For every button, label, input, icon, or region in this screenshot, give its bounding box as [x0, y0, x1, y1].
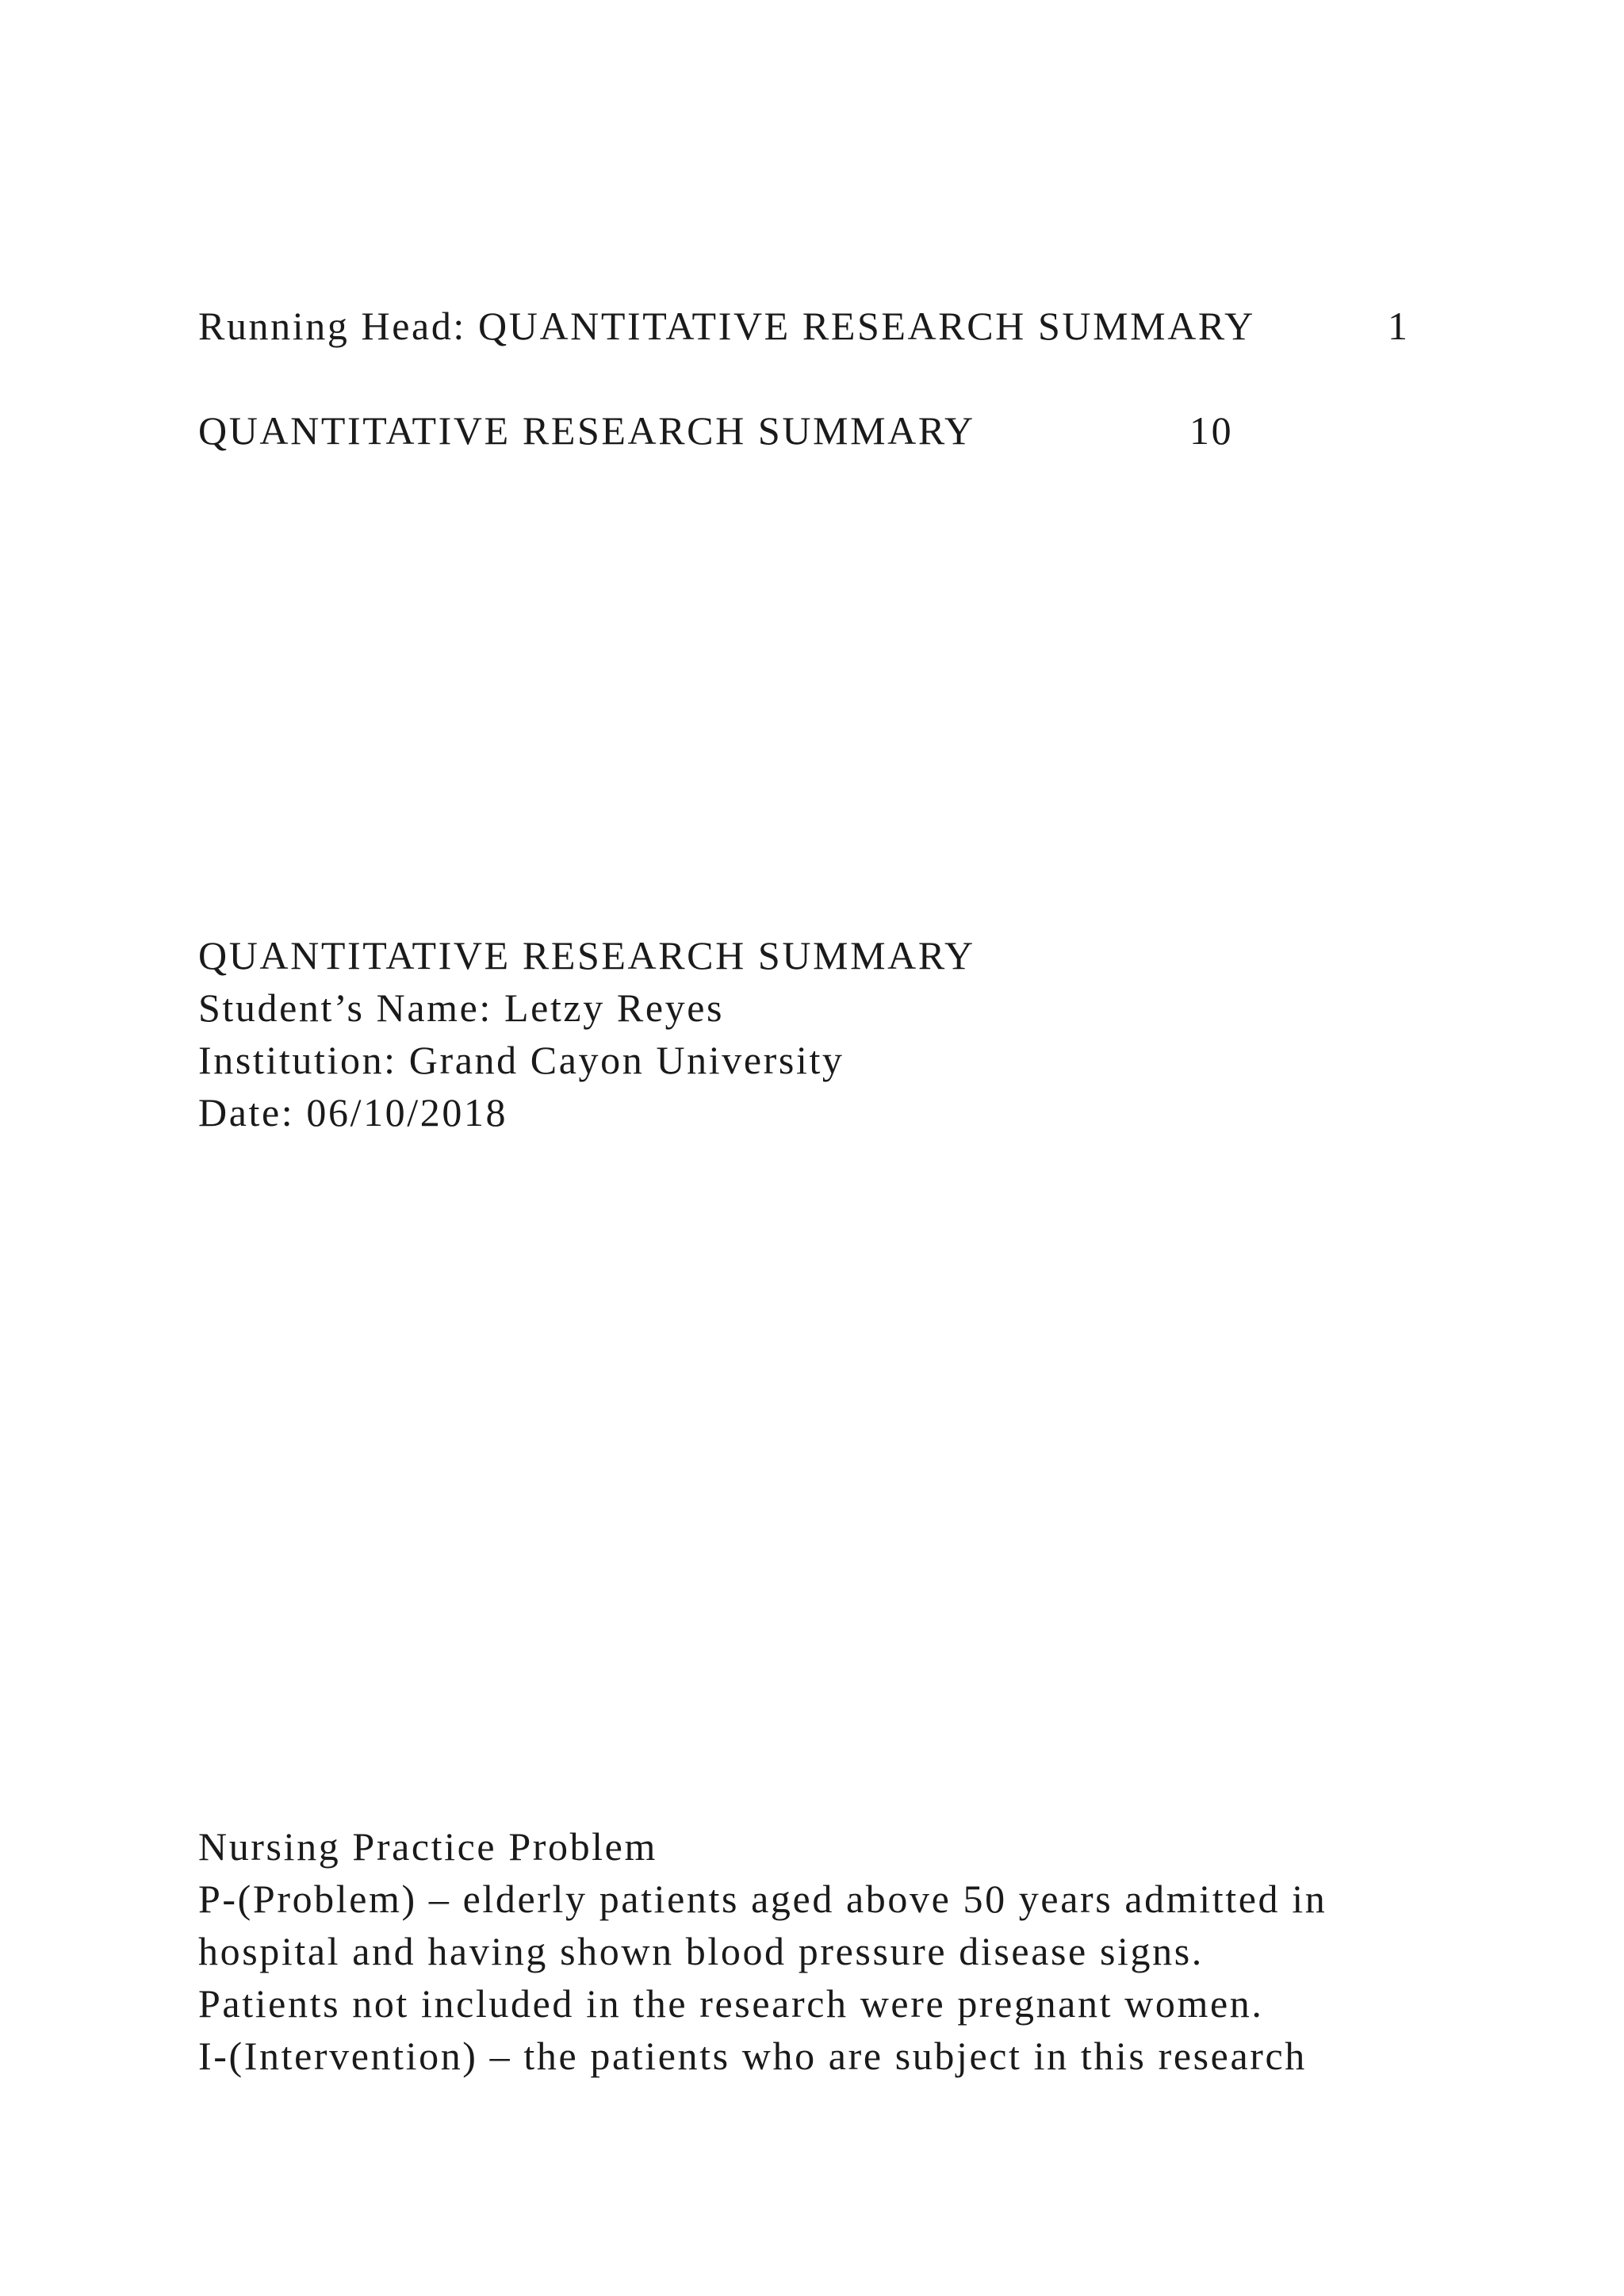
institution: Institution: Grand Cayon University — [198, 1038, 845, 1082]
page-number-1: 1 — [1388, 304, 1410, 348]
page-number-10: 10 — [1189, 408, 1234, 453]
body-line: I-(Intervention) – the patients who are subject in this research — [198, 2034, 1307, 2078]
header-short-title: QUANTITATIVE RESEARCH SUMMARY — [198, 408, 975, 453]
student-name: Student’s Name: Letzy Reyes — [198, 985, 725, 1030]
body-line: P-(Problem) – elderly patients aged above 50 years admitted in — [198, 1877, 1327, 1921]
section-heading: Nursing Practice Problem — [198, 1824, 657, 1869]
body-line: hospital and having shown blood pressure disease signs. — [198, 1929, 1204, 1973]
date: Date: 06/10/2018 — [198, 1090, 508, 1135]
body-line: Patients not included in the research were pregnant women. — [198, 1981, 1264, 2026]
running-head: Running Head: QUANTITATIVE RESEARCH SUMMARY — [198, 304, 1255, 348]
document-title: QUANTITATIVE RESEARCH SUMMARY — [198, 933, 975, 978]
